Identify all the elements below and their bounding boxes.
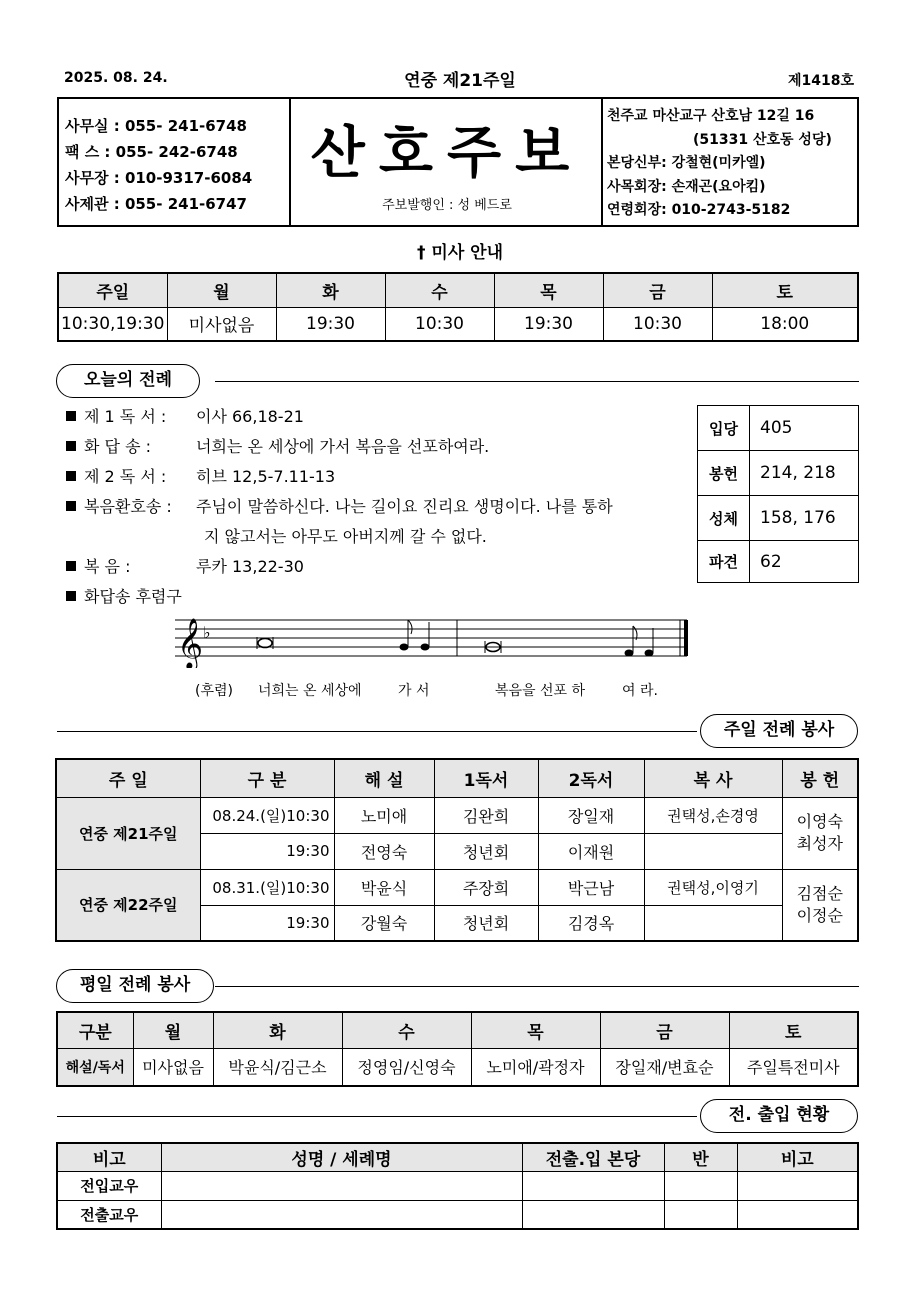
- hymn-value: 214, 218: [750, 451, 859, 496]
- col-header: 2독서: [538, 759, 644, 797]
- hymn-label: 입당: [698, 406, 750, 451]
- eighth-note-icon: [625, 626, 638, 657]
- reading-gospel: 복 음 : 루카 13,22-30: [66, 552, 304, 582]
- col-header: 해 설: [334, 759, 434, 797]
- mass-time: 10:30: [385, 307, 494, 341]
- hymn-label: 파견: [698, 541, 750, 583]
- mass-time: 10:30: [603, 307, 712, 341]
- hymn-label: 성체: [698, 496, 750, 541]
- reading-second: 제 2 독 서 : 히브 12,5-7.11-13: [66, 462, 335, 492]
- col-header: 화: [213, 1012, 342, 1048]
- col-header: 비고: [737, 1143, 858, 1171]
- cell: 장일재: [538, 797, 644, 833]
- mass-day: 목: [494, 273, 603, 307]
- cell: [737, 1171, 858, 1200]
- parish-council: 사목회장: 손재곤(요아킴): [607, 178, 766, 195]
- offering-cell: 김점순 이정순: [782, 869, 858, 941]
- refrain-lyric: 가 서: [398, 683, 430, 699]
- col-header: 비고: [57, 1143, 161, 1171]
- mass-time: 18:00: [712, 307, 858, 341]
- reading-acclamation-cont: 지 않고서는 아무도 아버지께 갈 수 없다.: [204, 527, 487, 546]
- mass-time: 10:30,19:30: [58, 307, 167, 341]
- reading-first: 제 1 독 서 : 이사 66,18-21: [66, 402, 304, 432]
- refrain-label: 화답송 후렴구: [66, 582, 182, 612]
- hymn-value: 405: [750, 406, 859, 451]
- hymn-value: 62: [750, 541, 859, 583]
- mass-day: 월: [167, 273, 276, 307]
- reading-psalm: 화 답 송 : 너희는 온 세상에 가서 복음을 선포하여라.: [66, 432, 489, 462]
- col-header: 구분: [57, 1012, 133, 1048]
- service-time: 19:30: [200, 905, 334, 941]
- cell: [161, 1200, 522, 1229]
- weekday-service-table: [56, 1011, 859, 1087]
- refrain-lyric: 복음을 선포 하: [495, 683, 586, 699]
- row-label: 전출교우: [57, 1200, 161, 1229]
- cell: [161, 1171, 522, 1200]
- reading-acclamation: 복음환호송 : 주님이 말씀하신다. 나는 길이요 진리요 생명이다. 나를 통하: [66, 492, 613, 522]
- refrain-music-staff: [175, 608, 690, 668]
- cell: [664, 1171, 737, 1200]
- col-header: 구 분: [200, 759, 334, 797]
- cell: 강월숙: [334, 905, 434, 941]
- treble-clef-icon: 𝄞: [177, 618, 204, 668]
- mass-time: 미사없음: [167, 307, 276, 341]
- hymn-label: 봉헌: [698, 451, 750, 496]
- table-row: [56, 797, 858, 833]
- refrain-lyric: 너희는 온 세상에: [258, 683, 362, 699]
- cell: [737, 1200, 858, 1229]
- cell: 장일재/변효순: [600, 1048, 729, 1086]
- quarter-note-icon: [645, 628, 654, 657]
- cell: 전영숙: [334, 833, 434, 869]
- col-header: 월: [133, 1012, 213, 1048]
- contact-rectory: 사제관 : 055- 241-6747: [65, 195, 247, 213]
- parish-youth: 연령회장: 010-2743-5182: [607, 202, 791, 218]
- col-header: 봉 헌: [782, 759, 858, 797]
- col-header: 금: [600, 1012, 729, 1048]
- cell: 청년회: [434, 833, 538, 869]
- row-label: 해설/독서: [57, 1048, 133, 1086]
- cell: 권택성,손경영: [644, 797, 782, 833]
- col-header: 반: [664, 1143, 737, 1171]
- parish-pastor: 본당신부: 강철현(미카엘): [607, 155, 766, 171]
- contact-manager: 사무장 : 010-9317-6084: [65, 169, 253, 187]
- mass-day: 화: [276, 273, 385, 307]
- cell: 노미애: [334, 797, 434, 833]
- cell: [664, 1200, 737, 1229]
- col-header: 수: [342, 1012, 471, 1048]
- mass-day: 주일: [58, 273, 167, 307]
- col-header: 주 일: [56, 759, 200, 797]
- cell: 노미애/곽정자: [471, 1048, 600, 1086]
- contact-fax: 팩 스 : 055- 242-6748: [65, 143, 238, 161]
- mass-title: † 미사 안내: [416, 243, 504, 263]
- cell: 정영임/신영숙: [342, 1048, 471, 1086]
- sunday-service-table: [55, 758, 859, 942]
- liturgical-week: 연중 제21주일: [404, 71, 516, 91]
- cell: 주일특전미사: [729, 1048, 858, 1086]
- service-time: 19:30: [200, 833, 334, 869]
- parish-info: [607, 105, 857, 223]
- cell: 이재원: [538, 833, 644, 869]
- table-row: [57, 1048, 858, 1086]
- contact-block: [65, 113, 287, 217]
- week-name: 연중 제21주일: [56, 797, 200, 869]
- cell: 김경옥: [538, 905, 644, 941]
- week-name: 연중 제22주일: [56, 869, 200, 941]
- col-header: 토: [729, 1012, 858, 1048]
- bulletin-title: 산호주보: [310, 120, 584, 186]
- cell: 미사없음: [133, 1048, 213, 1086]
- refrain-lyric: 여 라.: [622, 683, 658, 699]
- cell: 박윤식/김근소: [213, 1048, 342, 1086]
- refrain-lyric: (후렴): [195, 683, 233, 699]
- col-header: 목: [471, 1012, 600, 1048]
- hymn-table: [697, 405, 859, 583]
- service-time: 08.31.(일)10:30: [200, 869, 334, 905]
- parish-address-postal: (51331 산호동 성당): [693, 131, 832, 148]
- cell: 박윤식: [334, 869, 434, 905]
- cell: [522, 1200, 664, 1229]
- mass-time: 19:30: [276, 307, 385, 341]
- table-row: [57, 1171, 858, 1200]
- eighth-note-icon: [400, 620, 413, 651]
- parish-address: 천주교 마산교구 산호남 12길 16: [607, 108, 815, 124]
- col-header: 전출.입 본당: [522, 1143, 664, 1171]
- table-row: [57, 1200, 858, 1229]
- service-time: 08.24.(일)10:30: [200, 797, 334, 833]
- mass-time: 19:30: [494, 307, 603, 341]
- weekday-service-title: 평일 전례 봉사: [56, 969, 214, 1003]
- hymn-value: 158, 176: [750, 496, 859, 541]
- liturgy-section-title: 오늘의 전례: [56, 364, 200, 398]
- mass-schedule-table: [57, 272, 859, 342]
- flat-icon: ♭: [203, 623, 211, 642]
- bulletin-date: 2025. 08. 24.: [64, 70, 168, 86]
- contact-office: 사무실 : 055- 241-6748: [65, 117, 247, 135]
- mass-day: 수: [385, 273, 494, 307]
- col-header: 1독서: [434, 759, 538, 797]
- issue-number: 제1418호: [787, 73, 854, 89]
- publisher: 주보발행인 : 성 베드로: [382, 198, 512, 213]
- col-header: 복 사: [644, 759, 782, 797]
- transfer-table: [56, 1142, 859, 1230]
- cell: [644, 905, 782, 941]
- row-label: 전입교우: [57, 1171, 161, 1200]
- cell: 청년회: [434, 905, 538, 941]
- cell: 권택성,이영기: [644, 869, 782, 905]
- cell: [522, 1171, 664, 1200]
- cell: 김완희: [434, 797, 538, 833]
- sunday-service-title: 주일 전례 봉사: [700, 714, 858, 748]
- cell: 박근남: [538, 869, 644, 905]
- cell: [644, 833, 782, 869]
- offering-cell: 이영숙 최성자: [782, 797, 858, 869]
- cell: 주장희: [434, 869, 538, 905]
- quarter-note-icon: [421, 622, 430, 651]
- mass-day: 금: [603, 273, 712, 307]
- transfer-title: 전. 출입 현황: [700, 1099, 858, 1133]
- mass-day: 토: [712, 273, 858, 307]
- masthead: [57, 97, 859, 227]
- table-row: [56, 869, 858, 905]
- col-header: 성명 / 세례명: [161, 1143, 522, 1171]
